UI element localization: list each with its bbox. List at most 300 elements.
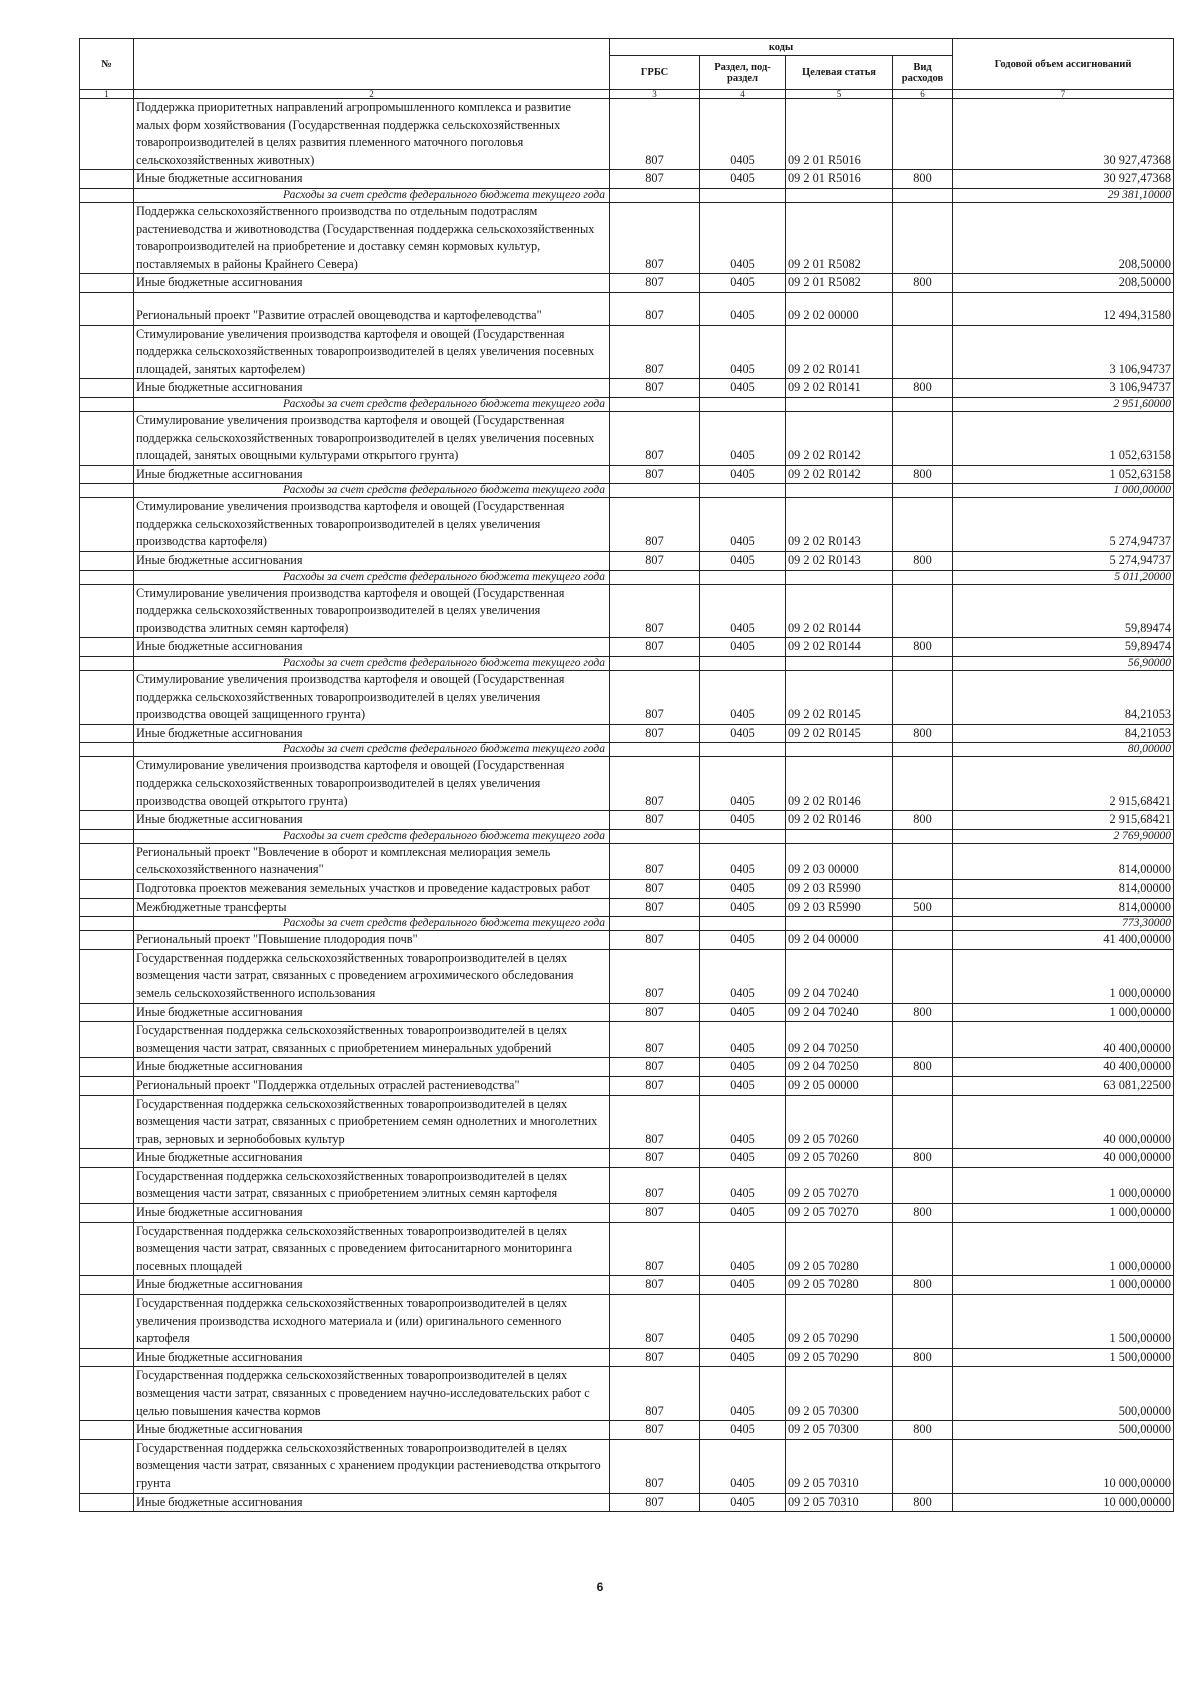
row-number <box>80 465 134 484</box>
row-amount: 500,00000 <box>953 1367 1174 1421</box>
table-row <box>80 1095 1174 1149</box>
row-grbs: 807 <box>610 552 700 571</box>
row-target: 09 2 02 R0142 <box>786 411 893 465</box>
row-kind <box>893 570 953 584</box>
row-name: Расходы за счет средств федерального бюджета текущего года <box>134 188 610 202</box>
row-grbs: 807 <box>610 292 700 325</box>
table-row <box>80 1348 1174 1367</box>
row-amount: 2 769,90000 <box>953 829 1174 843</box>
row-target: 09 2 05 70260 <box>786 1095 893 1149</box>
row-grbs: 807 <box>610 898 700 917</box>
row-name: Стимулирование увеличения производства картофеля и овощей (Государственная поддержка сельскохозяйственных товаропроизводителей в целях увеличения производства элитных семян картофеля) <box>134 584 610 638</box>
header-annual-volume: Годовой объем ассигнований <box>953 39 1174 90</box>
table-row <box>80 170 1174 189</box>
table-row <box>80 1167 1174 1203</box>
row-name: Расходы за счет средств федерального бюджета текущего года <box>134 829 610 843</box>
table-row <box>80 292 1174 325</box>
row-name: Иные бюджетные ассигнования <box>134 274 610 293</box>
row-target: 09 2 05 70290 <box>786 1348 893 1367</box>
row-target: 09 2 03 00000 <box>786 843 893 879</box>
row-name: Расходы за счет средств федерального бюджета текущего года <box>134 743 610 757</box>
row-amount: 773,30000 <box>953 917 1174 931</box>
federal-budget-row <box>80 829 1174 843</box>
row-target: 09 2 05 70280 <box>786 1222 893 1276</box>
row-amount: 12 494,31580 <box>953 292 1174 325</box>
row-name: Иные бюджетные ассигнования <box>134 1348 610 1367</box>
row-number <box>80 397 134 411</box>
table-row <box>80 99 1174 170</box>
row-name: Региональный проект "Повышение плодородия почв" <box>134 931 610 950</box>
row-name: Региональный проект "Поддержка отдельных отраслей растениеводства" <box>134 1076 610 1095</box>
row-kind <box>893 1095 953 1149</box>
col-number-6: 6 <box>893 90 953 99</box>
table-row <box>80 1493 1174 1512</box>
row-kind: 800 <box>893 379 953 398</box>
row-section: 0405 <box>700 638 786 657</box>
row-grbs: 807 <box>610 498 700 552</box>
row-section: 0405 <box>700 843 786 879</box>
row-section <box>700 484 786 498</box>
row-name: Иные бюджетные ассигнования <box>134 1149 610 1168</box>
federal-budget-row <box>80 570 1174 584</box>
row-number <box>80 1493 134 1512</box>
row-name: Стимулирование увеличения производства картофеля и овощей (Государственная поддержка сельскохозяйственных товаропроизводителей в целях увеличения посевных площадей, занятых картофелем) <box>134 325 610 379</box>
row-number <box>80 1003 134 1022</box>
row-name: Государственная поддержка сельскохозяйственных товаропроизводителей в целях увеличения производства исходного материала и (или) оригинального семенного картофеля <box>134 1295 610 1349</box>
row-grbs: 807 <box>610 1058 700 1077</box>
row-name: Государственная поддержка сельскохозяйственных товаропроизводителей в целях возмещения части затрат, связанных с проведением агрохимического обследования земель сельскохозяйственного использования <box>134 949 610 1003</box>
federal-budget-row <box>80 397 1174 411</box>
row-grbs: 807 <box>610 170 700 189</box>
header-name <box>134 39 610 90</box>
row-section: 0405 <box>700 1348 786 1367</box>
row-amount: 10 000,00000 <box>953 1439 1174 1493</box>
table-row <box>80 1022 1174 1058</box>
row-target: 09 2 02 R0141 <box>786 325 893 379</box>
row-amount: 1 052,63158 <box>953 411 1174 465</box>
row-kind <box>893 1167 953 1203</box>
row-number <box>80 379 134 398</box>
row-name: Межбюджетные трансферты <box>134 898 610 917</box>
row-target: 09 2 05 70310 <box>786 1493 893 1512</box>
col-number-5: 5 <box>786 90 893 99</box>
row-target: 09 2 02 R0141 <box>786 379 893 398</box>
row-name: Иные бюджетные ассигнования <box>134 1421 610 1440</box>
table-row <box>80 1421 1174 1440</box>
row-number <box>80 879 134 898</box>
row-target: 09 2 02 R0145 <box>786 671 893 725</box>
row-kind: 800 <box>893 170 953 189</box>
row-target <box>786 829 893 843</box>
row-grbs <box>610 484 700 498</box>
row-grbs <box>610 829 700 843</box>
row-grbs: 807 <box>610 811 700 830</box>
row-target: 09 2 05 70300 <box>786 1367 893 1421</box>
row-name: Иные бюджетные ассигнования <box>134 1276 610 1295</box>
row-target: 09 2 01 R5082 <box>786 274 893 293</box>
table-row <box>80 879 1174 898</box>
row-kind: 800 <box>893 1348 953 1367</box>
row-kind <box>893 879 953 898</box>
table-row <box>80 638 1174 657</box>
row-grbs: 807 <box>610 1022 700 1058</box>
row-section: 0405 <box>700 325 786 379</box>
row-section: 0405 <box>700 931 786 950</box>
row-grbs: 807 <box>610 1493 700 1512</box>
table-header <box>80 39 1174 99</box>
row-amount: 1 000,00000 <box>953 484 1174 498</box>
row-amount: 1 000,00000 <box>953 1003 1174 1022</box>
table-row <box>80 552 1174 571</box>
row-section: 0405 <box>700 292 786 325</box>
row-target: 09 2 01 R5082 <box>786 202 893 273</box>
row-section: 0405 <box>700 1493 786 1512</box>
row-name: Иные бюджетные ассигнования <box>134 1204 610 1223</box>
row-grbs: 807 <box>610 274 700 293</box>
row-name: Государственная поддержка сельскохозяйственных товаропроизводителей в целях возмещения части затрат, связанных с приобретением минеральных удобрений <box>134 1022 610 1058</box>
row-kind: 800 <box>893 638 953 657</box>
row-grbs: 807 <box>610 1003 700 1022</box>
row-name: Расходы за счет средств федерального бюджета текущего года <box>134 657 610 671</box>
row-section <box>700 570 786 584</box>
col-number-7: 7 <box>953 90 1174 99</box>
header-grbs: ГРБС <box>610 56 700 90</box>
table-row <box>80 1222 1174 1276</box>
row-kind <box>893 1367 953 1421</box>
row-grbs: 807 <box>610 99 700 170</box>
row-section: 0405 <box>700 671 786 725</box>
federal-budget-row <box>80 657 1174 671</box>
row-amount: 500,00000 <box>953 1421 1174 1440</box>
row-target: 09 2 02 R0142 <box>786 465 893 484</box>
row-name: Стимулирование увеличения производства картофеля и овощей (Государственная поддержка сельскохозяйственных товаропроизводителей в целях увеличения производства картофеля) <box>134 498 610 552</box>
row-kind <box>893 584 953 638</box>
row-grbs: 807 <box>610 1149 700 1168</box>
row-target: 09 2 03 R5990 <box>786 898 893 917</box>
row-grbs: 807 <box>610 1076 700 1095</box>
row-section: 0405 <box>700 498 786 552</box>
row-number <box>80 1204 134 1223</box>
budget-table <box>79 38 1174 1512</box>
row-grbs: 807 <box>610 411 700 465</box>
row-section: 0405 <box>700 1058 786 1077</box>
row-number <box>80 411 134 465</box>
row-name: Стимулирование увеличения производства картофеля и овощей (Государственная поддержка сельскохозяйственных товаропроизводителей в целях увеличения посевных площадей, занятых овощными культурами открытого грунта) <box>134 411 610 465</box>
row-section: 0405 <box>700 1295 786 1349</box>
row-kind: 800 <box>893 1003 953 1022</box>
row-grbs <box>610 397 700 411</box>
table-row <box>80 949 1174 1003</box>
row-kind <box>893 498 953 552</box>
row-kind <box>893 671 953 725</box>
row-number <box>80 498 134 552</box>
row-target: 09 2 02 R0146 <box>786 811 893 830</box>
row-amount: 5 274,94737 <box>953 498 1174 552</box>
row-grbs: 807 <box>610 202 700 273</box>
row-number <box>80 1295 134 1349</box>
row-name: Иные бюджетные ассигнования <box>134 170 610 189</box>
table-row <box>80 931 1174 950</box>
header-target: Целевая статья <box>786 56 893 90</box>
row-section: 0405 <box>700 1149 786 1168</box>
row-section: 0405 <box>700 274 786 293</box>
row-amount: 84,21053 <box>953 671 1174 725</box>
col-number-4: 4 <box>700 90 786 99</box>
row-grbs: 807 <box>610 671 700 725</box>
row-target: 09 2 05 70270 <box>786 1167 893 1203</box>
row-kind <box>893 202 953 273</box>
row-section: 0405 <box>700 949 786 1003</box>
row-name: Стимулирование увеличения производства картофеля и овощей (Государственная поддержка сельскохозяйственных товаропроизводителей в целях увеличения производства овощей открытого грунта) <box>134 757 610 811</box>
row-target: 09 2 05 70290 <box>786 1295 893 1349</box>
row-grbs: 807 <box>610 325 700 379</box>
table-row <box>80 811 1174 830</box>
row-grbs: 807 <box>610 1204 700 1223</box>
row-grbs: 807 <box>610 1276 700 1295</box>
row-grbs: 807 <box>610 584 700 638</box>
row-grbs: 807 <box>610 879 700 898</box>
header-number: № <box>80 39 134 90</box>
row-amount: 59,89474 <box>953 638 1174 657</box>
table-row <box>80 584 1174 638</box>
row-target: 09 2 04 00000 <box>786 931 893 950</box>
row-name: Государственная поддержка сельскохозяйственных товаропроизводителей в целях возмещения части затрат, связанных с приобретением семян однолетних и многолетних трав, зерновых и зернобобовых культур <box>134 1095 610 1149</box>
row-amount: 208,50000 <box>953 202 1174 273</box>
row-name: Подготовка проектов межевания земельных участков и проведение кадастровых работ <box>134 879 610 898</box>
row-section: 0405 <box>700 898 786 917</box>
row-grbs: 807 <box>610 1222 700 1276</box>
row-number <box>80 552 134 571</box>
row-section <box>700 397 786 411</box>
row-kind: 800 <box>893 724 953 743</box>
row-amount: 56,90000 <box>953 657 1174 671</box>
row-grbs: 807 <box>610 724 700 743</box>
row-target <box>786 917 893 931</box>
row-grbs: 807 <box>610 757 700 811</box>
row-kind <box>893 949 953 1003</box>
row-grbs: 807 <box>610 843 700 879</box>
table-row <box>80 274 1174 293</box>
row-target: 09 2 04 70250 <box>786 1058 893 1077</box>
row-kind: 800 <box>893 1204 953 1223</box>
federal-budget-row <box>80 917 1174 931</box>
row-section: 0405 <box>700 724 786 743</box>
header-section: Раздел, под-раздел <box>700 56 786 90</box>
row-number <box>80 671 134 725</box>
row-kind <box>893 484 953 498</box>
row-number <box>80 1367 134 1421</box>
table-row <box>80 1439 1174 1493</box>
row-name: Иные бюджетные ассигнования <box>134 552 610 571</box>
row-number <box>80 188 134 202</box>
row-section <box>700 743 786 757</box>
row-section: 0405 <box>700 1439 786 1493</box>
row-number <box>80 949 134 1003</box>
row-kind: 800 <box>893 1058 953 1077</box>
row-grbs <box>610 917 700 931</box>
row-section: 0405 <box>700 1421 786 1440</box>
row-number <box>80 917 134 931</box>
row-amount: 2 915,68421 <box>953 811 1174 830</box>
row-target <box>786 657 893 671</box>
row-kind <box>893 292 953 325</box>
table-row <box>80 843 1174 879</box>
row-name: Иные бюджетные ассигнования <box>134 1493 610 1512</box>
row-section: 0405 <box>700 552 786 571</box>
row-amount: 1 000,00000 <box>953 1276 1174 1295</box>
row-kind: 800 <box>893 1493 953 1512</box>
row-section: 0405 <box>700 1095 786 1149</box>
table-row <box>80 1204 1174 1223</box>
row-section <box>700 657 786 671</box>
row-amount: 80,00000 <box>953 743 1174 757</box>
row-target: 09 2 05 70310 <box>786 1439 893 1493</box>
table-row <box>80 325 1174 379</box>
row-name: Государственная поддержка сельскохозяйственных товаропроизводителей в целях возмещения части затрат, связанных с приобретением элитных семян картофеля <box>134 1167 610 1203</box>
row-number <box>80 1095 134 1149</box>
row-kind <box>893 843 953 879</box>
table-row <box>80 757 1174 811</box>
row-amount: 30 927,47368 <box>953 170 1174 189</box>
row-target: 09 2 05 70270 <box>786 1204 893 1223</box>
table-row <box>80 1295 1174 1349</box>
row-grbs: 807 <box>610 465 700 484</box>
col-number-2: 2 <box>134 90 610 99</box>
row-target: 09 2 04 70240 <box>786 949 893 1003</box>
row-kind: 800 <box>893 1421 953 1440</box>
row-amount: 1 000,00000 <box>953 949 1174 1003</box>
row-section: 0405 <box>700 1204 786 1223</box>
row-target <box>786 188 893 202</box>
row-number <box>80 1058 134 1077</box>
row-number <box>80 843 134 879</box>
row-amount: 40 000,00000 <box>953 1095 1174 1149</box>
row-section: 0405 <box>700 1003 786 1022</box>
row-amount: 40 400,00000 <box>953 1022 1174 1058</box>
row-amount: 1 000,00000 <box>953 1167 1174 1203</box>
row-section: 0405 <box>700 465 786 484</box>
row-kind <box>893 325 953 379</box>
row-target: 09 2 03 R5990 <box>786 879 893 898</box>
row-kind: 800 <box>893 552 953 571</box>
row-kind: 800 <box>893 811 953 830</box>
row-name: Иные бюджетные ассигнования <box>134 638 610 657</box>
row-number <box>80 757 134 811</box>
row-name: Иные бюджетные ассигнования <box>134 379 610 398</box>
row-number <box>80 484 134 498</box>
row-name: Региональный проект "Вовлечение в оборот и комплексная мелиорация земель сельскохозяйственного назначения" <box>134 843 610 879</box>
row-section <box>700 917 786 931</box>
row-section <box>700 829 786 843</box>
row-amount: 3 106,94737 <box>953 325 1174 379</box>
row-number <box>80 1276 134 1295</box>
row-section: 0405 <box>700 411 786 465</box>
row-section: 0405 <box>700 202 786 273</box>
row-amount: 41 400,00000 <box>953 931 1174 950</box>
row-grbs: 807 <box>610 949 700 1003</box>
row-kind <box>893 1076 953 1095</box>
table-row <box>80 724 1174 743</box>
row-number <box>80 811 134 830</box>
row-section <box>700 188 786 202</box>
row-kind <box>893 1222 953 1276</box>
row-amount: 1 052,63158 <box>953 465 1174 484</box>
table-row <box>80 379 1174 398</box>
row-amount: 40 400,00000 <box>953 1058 1174 1077</box>
row-target: 09 2 02 R0144 <box>786 638 893 657</box>
row-grbs: 807 <box>610 1367 700 1421</box>
table-row <box>80 411 1174 465</box>
row-target: 09 2 02 R0143 <box>786 552 893 571</box>
row-name: Расходы за счет средств федерального бюджета текущего года <box>134 397 610 411</box>
row-name: Региональный проект "Развитие отраслей овощеводства и картофелеводства" <box>134 292 610 325</box>
row-section: 0405 <box>700 1167 786 1203</box>
row-amount: 2 951,60000 <box>953 397 1174 411</box>
table-body <box>80 99 1174 1512</box>
row-name: Иные бюджетные ассигнования <box>134 811 610 830</box>
row-target <box>786 570 893 584</box>
row-name: Иные бюджетные ассигнования <box>134 1058 610 1077</box>
row-target <box>786 484 893 498</box>
row-amount: 1 500,00000 <box>953 1295 1174 1349</box>
row-target: 09 2 02 00000 <box>786 292 893 325</box>
budget-sheet <box>79 38 1173 1512</box>
row-number <box>80 570 134 584</box>
row-amount: 1 000,00000 <box>953 1204 1174 1223</box>
col-number-3: 3 <box>610 90 700 99</box>
row-name: Поддержка приоритетных направлений агропромышленного комплекса и развитие малых форм хозяйствования (Государственная поддержка сельскохозяйственных товаропроизводителей в целях развития племенного маточного поголовья сельскохозяйственных животных) <box>134 99 610 170</box>
row-amount: 814,00000 <box>953 879 1174 898</box>
row-section: 0405 <box>700 170 786 189</box>
row-kind: 800 <box>893 465 953 484</box>
table-row <box>80 202 1174 273</box>
row-amount: 1 000,00000 <box>953 1222 1174 1276</box>
row-amount: 5 011,20000 <box>953 570 1174 584</box>
row-target: 09 2 04 70250 <box>786 1022 893 1058</box>
row-number <box>80 584 134 638</box>
row-section: 0405 <box>700 1022 786 1058</box>
row-number <box>80 1348 134 1367</box>
row-target: 09 2 05 70260 <box>786 1149 893 1168</box>
table-row <box>80 1276 1174 1295</box>
row-amount: 1 500,00000 <box>953 1348 1174 1367</box>
row-number <box>80 638 134 657</box>
row-target: 09 2 02 R0144 <box>786 584 893 638</box>
row-grbs: 807 <box>610 1167 700 1203</box>
row-target: 09 2 01 R5016 <box>786 170 893 189</box>
row-name: Поддержка сельскохозяйственного производства по отдельным подотраслям растениеводства и животноводства (Государственная поддержка сельскохозяйственных товаропроизводителей на приобретение и доставку семян кормовых культур, поставляемых в районы Крайнего Севера) <box>134 202 610 273</box>
row-number <box>80 1439 134 1493</box>
header-kind: Вид расходов <box>893 56 953 90</box>
row-kind <box>893 757 953 811</box>
row-kind: 500 <box>893 898 953 917</box>
row-section: 0405 <box>700 1276 786 1295</box>
row-number <box>80 657 134 671</box>
row-number <box>80 1022 134 1058</box>
row-amount: 5 274,94737 <box>953 552 1174 571</box>
row-target <box>786 397 893 411</box>
row-amount: 814,00000 <box>953 898 1174 917</box>
row-target: 09 2 01 R5016 <box>786 99 893 170</box>
row-kind <box>893 1022 953 1058</box>
row-kind: 800 <box>893 274 953 293</box>
row-number <box>80 1421 134 1440</box>
row-section: 0405 <box>700 584 786 638</box>
federal-budget-row <box>80 484 1174 498</box>
row-number <box>80 724 134 743</box>
table-row <box>80 1367 1174 1421</box>
row-name: Государственная поддержка сельскохозяйственных товаропроизводителей в целях возмещения части затрат, связанных с проведением фитосанитарного мониторинга посевных площадей <box>134 1222 610 1276</box>
